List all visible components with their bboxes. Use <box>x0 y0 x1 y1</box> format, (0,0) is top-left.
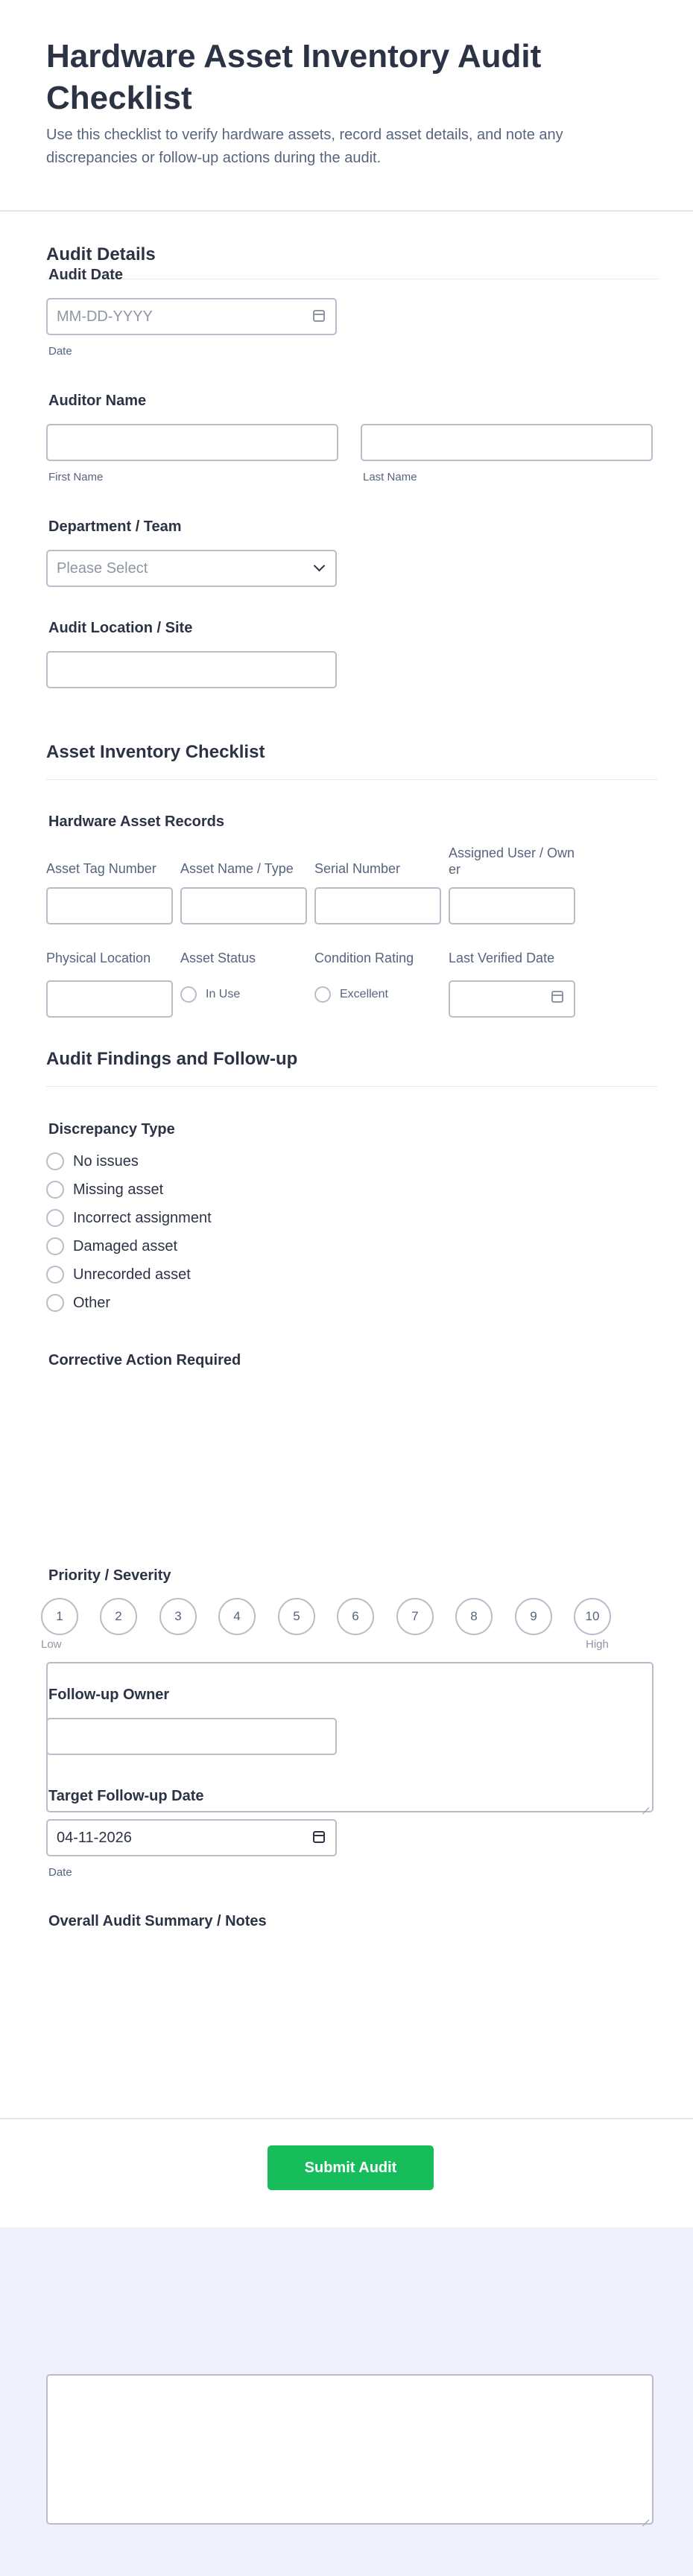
section-heading-audit-details: Audit Details <box>46 212 659 279</box>
discrepancy-option-missing[interactable] <box>46 1176 212 1204</box>
condition-radio-excellent[interactable] <box>314 986 388 1003</box>
option-label: Unrecorded asset <box>73 1266 191 1283</box>
first-name-sublabel: First Name <box>48 471 104 483</box>
form-title: Hardware Asset Inventory Audit Checklist <box>46 38 542 116</box>
assigned-user-input[interactable] <box>449 887 575 924</box>
col-asset-name: Asset Name / Type <box>180 861 294 876</box>
radio-circle <box>46 1237 64 1255</box>
radio-circle <box>46 1181 64 1199</box>
submit-button[interactable]: Submit Audit <box>268 2145 434 2190</box>
option-label: Incorrect assignment <box>73 1209 212 1226</box>
section-findings <box>46 1049 657 1087</box>
option-label: Other <box>73 1294 111 1311</box>
priority-option-8[interactable]: 8 <box>455 1598 493 1635</box>
priority-option-6[interactable]: 6 <box>337 1598 374 1635</box>
audit-date-label: Audit Date <box>48 267 123 283</box>
last-name-sublabel: Last Name <box>363 471 417 483</box>
priority-option-3[interactable]: 3 <box>159 1598 197 1635</box>
target-date-value: 04-11-2026 <box>57 1829 132 1846</box>
discrepancy-option-damaged[interactable] <box>46 1232 212 1260</box>
chevron-down-icon <box>314 560 326 572</box>
section-heading-findings: Audit Findings and Follow-up <box>46 1049 298 1069</box>
discrepancy-option-unrecorded[interactable] <box>46 1260 212 1289</box>
section-asset-inventory <box>46 742 657 780</box>
asset-tag-input[interactable] <box>46 887 173 924</box>
asset-name-input[interactable] <box>180 887 307 924</box>
radio-circle <box>314 986 331 1003</box>
priority-label: Priority / Severity <box>48 1567 171 1584</box>
audit-date-placeholder: MM-DD-YYYY <box>57 308 153 325</box>
priority-option-2[interactable]: 2 <box>100 1598 137 1635</box>
col-physical-location: Physical Location <box>46 951 151 965</box>
col-serial: Serial Number <box>314 861 401 876</box>
form-subtitle: Use this checklist to verify hardware assets, record asset details, and note any discrepancies or follow-up actions during the audit. <box>46 127 563 166</box>
option-label: Damaged asset <box>73 1237 178 1254</box>
form-header <box>0 0 693 212</box>
first-name-input[interactable] <box>46 424 338 461</box>
col-assigned-user: Assigned User / Owner <box>449 846 575 877</box>
radio-circle <box>46 1152 64 1170</box>
corrective-action-label: Corrective Action Required <box>48 1352 241 1368</box>
followup-owner-input[interactable] <box>46 1718 337 1755</box>
option-label: No issues <box>73 1152 139 1170</box>
radio-circle <box>46 1294 64 1312</box>
target-date-input[interactable] <box>46 1819 337 1856</box>
followup-owner-label: Follow-up Owner <box>48 1687 170 1703</box>
priority-low-label: Low <box>41 1638 62 1651</box>
discrepancy-option-other[interactable] <box>46 1289 212 1317</box>
discrepancy-option-no-issues[interactable] <box>46 1147 212 1176</box>
asset-records-row2 <box>46 946 598 1000</box>
priority-option-7[interactable]: 7 <box>396 1598 434 1635</box>
physical-location-input[interactable] <box>46 980 173 1018</box>
col-asset-status: Asset Status <box>180 951 256 965</box>
priority-option-10[interactable]: 10 <box>574 1598 611 1635</box>
summary-textarea[interactable] <box>46 2374 654 2525</box>
priority-option-1[interactable]: 1 <box>41 1598 78 1635</box>
priority-option-4[interactable]: 4 <box>218 1598 256 1635</box>
calendar-icon[interactable] <box>551 991 563 1003</box>
col-condition-rating: Condition Rating <box>314 951 414 965</box>
target-date-label: Target Follow-up Date <box>48 1788 204 1804</box>
department-select[interactable] <box>46 550 337 587</box>
resize-handle-icon[interactable] <box>642 2513 649 2520</box>
location-input[interactable] <box>46 651 337 688</box>
auditor-name-label: Auditor Name <box>48 393 147 409</box>
status-option-label: In Use <box>206 988 241 1000</box>
summary-label: Overall Audit Summary / Notes <box>48 1913 267 1929</box>
audit-date-input[interactable] <box>46 298 337 335</box>
audit-date-sublabel: Date <box>48 345 72 358</box>
col-asset-tag: Asset Tag Number <box>46 861 156 876</box>
section-heading-asset-inventory: Asset Inventory Checklist <box>46 742 265 762</box>
department-placeholder: Please Select <box>57 559 148 577</box>
option-label: Missing asset <box>73 1181 164 1198</box>
last-name-input[interactable] <box>361 424 653 461</box>
discrepancy-options <box>46 1147 212 1317</box>
calendar-icon[interactable] <box>313 1831 325 1843</box>
status-radio-in-use[interactable] <box>180 986 240 1003</box>
radio-circle <box>180 986 197 1003</box>
priority-option-9[interactable]: 9 <box>515 1598 552 1635</box>
priority-option-5[interactable]: 5 <box>278 1598 315 1635</box>
col-last-verified: Last Verified Date <box>449 951 555 965</box>
resize-handle-icon[interactable] <box>642 1801 649 1808</box>
department-label: Department / Team <box>48 518 182 535</box>
last-verified-input[interactable] <box>449 980 575 1018</box>
calendar-icon[interactable] <box>313 310 325 322</box>
condition-option-label: Excellent <box>340 988 388 1000</box>
radio-circle <box>46 1266 64 1284</box>
radio-circle <box>46 1209 64 1227</box>
priority-high-label: High <box>586 1638 609 1651</box>
discrepancy-option-incorrect[interactable] <box>46 1204 212 1232</box>
hardware-records-label: Hardware Asset Records <box>48 813 225 830</box>
location-label: Audit Location / Site <box>48 620 193 636</box>
target-date-sublabel: Date <box>48 1866 72 1879</box>
serial-number-input[interactable] <box>314 887 441 924</box>
discrepancy-label: Discrepancy Type <box>48 1121 175 1138</box>
